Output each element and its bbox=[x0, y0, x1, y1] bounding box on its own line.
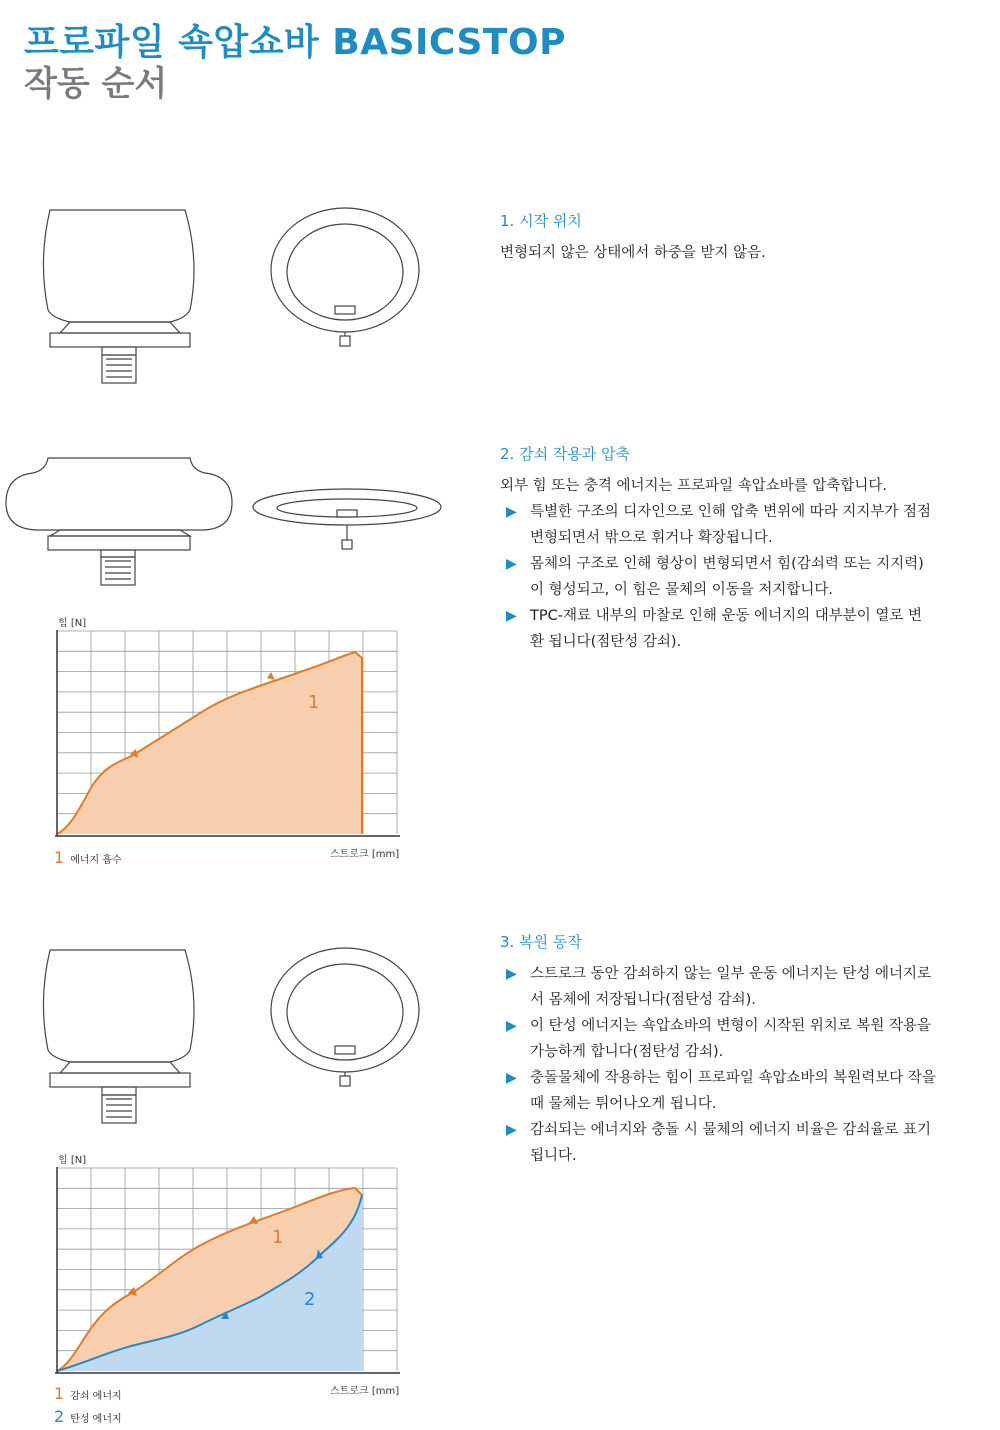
buffer-side-view-compressed bbox=[0, 448, 240, 593]
list-item: ▶ 몸체의 구조로 인해 형상이 변형되면서 힘(감쇠력 또는 지지력) 이 형성되고, 이 힘은 물체의 이동을 저지합니다. bbox=[500, 551, 970, 603]
chart1-legend bbox=[54, 848, 122, 867]
list-item: ▶ 충돌물체에 작용하는 힘이 프로파일 쇽압쇼바의 복원력보다 작을 때 물체는 튀어나오게 됩니다. bbox=[500, 1065, 970, 1117]
page-subtitle: 작동 순서 bbox=[24, 64, 168, 104]
buffer-side-view-start bbox=[30, 200, 210, 390]
legend-text: 감쇠 에너지 bbox=[70, 1391, 122, 1402]
section1-heading: 1. 시작 위치 bbox=[500, 212, 582, 230]
chart1-y-axis-label: 힘 [N] bbox=[58, 618, 87, 629]
buffer-top-view-compressed bbox=[250, 485, 450, 555]
section-recovery bbox=[500, 929, 970, 1169]
chart2-series-label-2: 2 bbox=[304, 1289, 316, 1310]
buffer-top-view-recovery bbox=[265, 940, 425, 1100]
chart2-y-axis-label: 힘 [N] bbox=[58, 1155, 87, 1166]
legend-item bbox=[54, 1384, 122, 1407]
list-item: ▶ TPC-재료 내부의 마찰로 인해 운동 에너지의 대부분이 열로 변 환 됩니다(점탄성 감쇠). bbox=[500, 603, 970, 655]
section-damping-compression bbox=[500, 441, 970, 655]
legend-number: 2 bbox=[54, 1407, 65, 1426]
bullet-arrow-icon: ▶ bbox=[506, 504, 517, 520]
list-item: ▶ 이 탄성 에너지는 쇽압쇼바의 변형이 시작된 위치로 복원 작용을 가능하게 합니다(점탄성 감쇠). bbox=[500, 1013, 970, 1065]
section-start-position bbox=[500, 208, 970, 266]
section3-heading: 3. 복원 동작 bbox=[500, 933, 582, 951]
list-item: ▶ 특별한 구조의 디자인으로 인해 압축 변위에 따라 지지부가 점점 변형되면서 밖으로 휘거나 확장됩니다. bbox=[500, 499, 970, 551]
list-item: ▶ 감쇠되는 에너지와 충돌 시 물체의 에너지 비율은 감쇠율로 표기 됩니다. bbox=[500, 1117, 970, 1169]
bullet-arrow-icon: ▶ bbox=[506, 1018, 517, 1034]
bullet-arrow-icon: ▶ bbox=[506, 1122, 517, 1138]
chart1-series-label-1: 1 bbox=[308, 692, 320, 713]
bullet-arrow-icon: ▶ bbox=[506, 556, 517, 572]
section1-text: 변형되지 않은 상태에서 하중을 받지 않음. bbox=[500, 245, 766, 261]
section2-text: 외부 힘 또는 충격 에너지는 프로파일 쇽압쇼바를 압축합니다. bbox=[500, 478, 888, 494]
legend-text: 탄성 에너지 bbox=[70, 1414, 122, 1425]
list-item: ▶ 스트로크 동안 감쇠하지 않는 일부 운동 에너지는 탄성 에너지로 서 몸체에 저장됩니다(점탄성 감쇠). bbox=[500, 961, 970, 1013]
chart2-series-label-1: 1 bbox=[272, 1227, 284, 1248]
chart1-x-axis-label: 스트로크 [mm] bbox=[330, 849, 400, 860]
chart1-absorption-area bbox=[57, 652, 362, 834]
legend-number: 1 bbox=[54, 1384, 65, 1403]
chart2-legend bbox=[54, 1384, 122, 1430]
page-title: 프로파일 쇽압쇼바 BASICSTOP bbox=[24, 22, 566, 63]
legend-item bbox=[54, 1407, 122, 1430]
chart1-direction-arrow-icon bbox=[267, 672, 275, 680]
chart1-energy-absorption bbox=[50, 628, 400, 840]
section3-bullet-list bbox=[500, 961, 970, 1169]
bullet-arrow-icon: ▶ bbox=[506, 608, 517, 624]
buffer-side-view-recovery bbox=[30, 940, 210, 1130]
bullet-arrow-icon: ▶ bbox=[506, 1070, 517, 1086]
legend-text: 에너지 흡수 bbox=[70, 855, 122, 866]
legend-number: 1 bbox=[54, 848, 65, 867]
bullet-arrow-icon: ▶ bbox=[506, 966, 517, 982]
section2-heading: 2. 감쇠 작용과 압축 bbox=[500, 445, 631, 463]
section2-bullet-list bbox=[500, 499, 970, 655]
chart2-damping-elastic-energy bbox=[50, 1165, 400, 1377]
buffer-top-view-start bbox=[265, 200, 425, 360]
chart2-x-axis-label: 스트로크 [mm] bbox=[330, 1386, 400, 1397]
